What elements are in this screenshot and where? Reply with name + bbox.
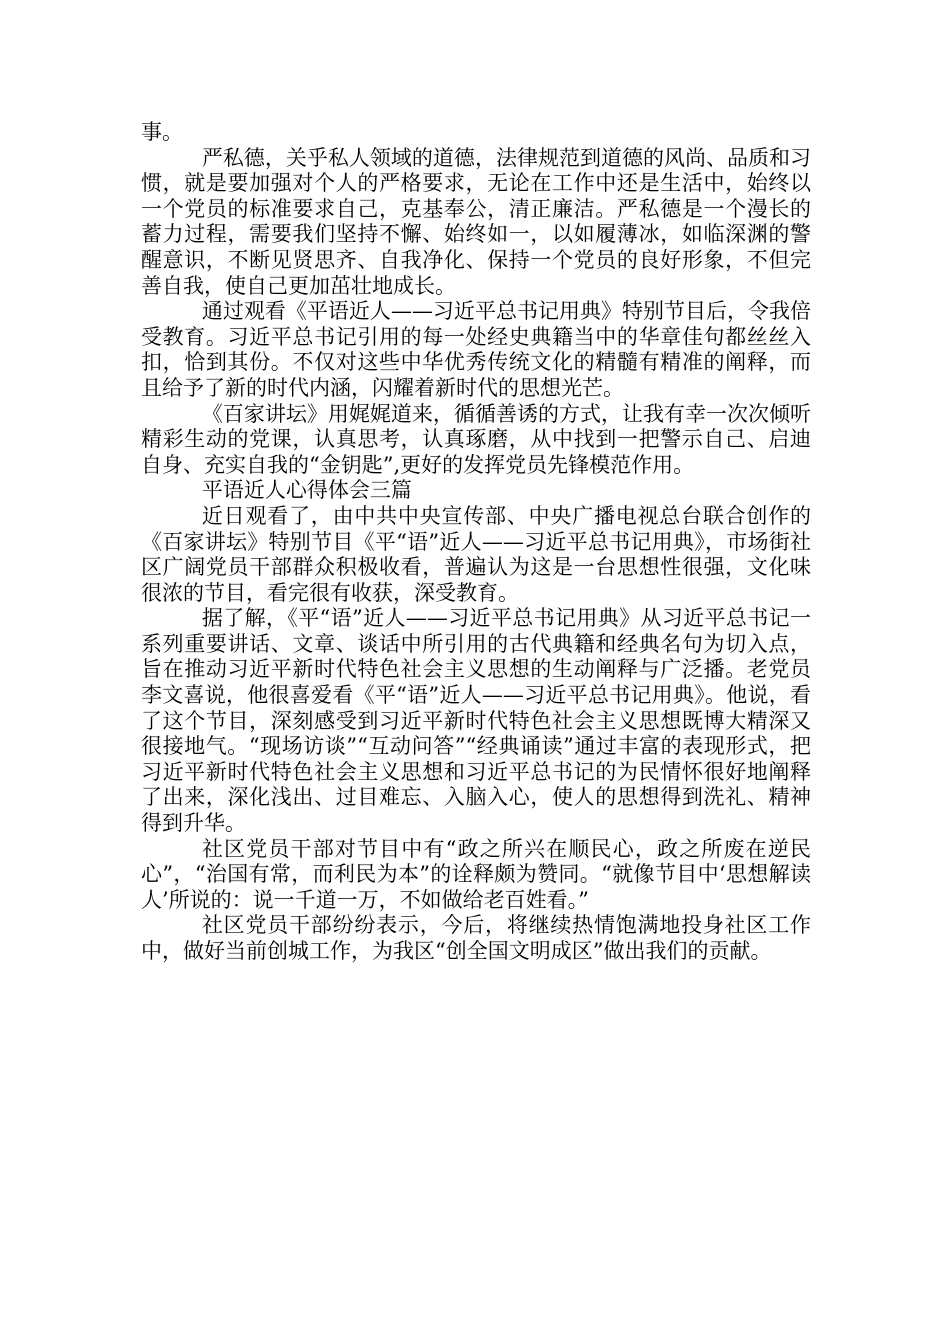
- paragraph-recently-watched: 近日观看了，由中共中央宣传部、中央广播电视总台联合创作的《百家讲坛》特别节目《平“语”近人——习近平总书记用典》，市场街社区广阔党员干部群众积极收看，普遍认为这是一台思想性很强，文化味很浓的节目，看完很有收获，深受教育。: [141, 503, 811, 605]
- section-heading: 平语近人心得体会三篇: [201, 478, 412, 503]
- paragraph-continuation: 事。: [141, 120, 183, 144]
- paragraph-watching-program: 通过观看《平语近人——习近平总书记用典》特别节目后，令我倍受教育。习近平总书记引用的每一处经史典籍当中的华章佳句都丝丝入扣，恰到其份。不仅对这些中华优秀传统文化的精髓有精准的阐释，而且给予了新的时代内涵，闪耀着新时代的思想光芒。: [141, 299, 811, 400]
- paragraph-strict-morality: 严私德，关乎私人领域的道德，法律规范到道德的风尚、品质和习惯，就是要加强对个人的严格要求，无论在工作中还是生活中，始终以一个党员的标准要求自己，克基奉公，清正廉洁。严私德是一个漫长的蓄力过程，需要我们坚持不懈、始终如一，以如履薄冰，如临深渊的警醒意识，不断见贤思齐、自我净化、保持一个党员的良好形象，不但完善自我，使自己更加茁壮地成长。: [141, 145, 811, 298]
- paragraph-conclusion: 社区党员干部纷纷表示，今后，将继续热情饱满地投身社区工作中，做好当前创城工作，为我区“创全国文明成区”做出我们的贡献。: [141, 913, 811, 963]
- paragraph-community-cadres: 社区党员干部对节目中有“政之所兴在顺民心，政之所废在逆民心”，“治国有常，而利民为本”的诠释颇为赞同。“就像节目中‘思想解读人’所说的：说一千道一万，不如做给老百姓看。”: [141, 836, 811, 912]
- paragraph-lecture-room: 《百家讲坛》用娓娓道来，循循善诱的方式，让我有幸一次次倾听精彩生动的党课，认真思考，认真琢磨，从中找到一把警示自己、启迪自身、充实自我的“金钥匙”,更好的发挥党员先锋模范作用。: [141, 401, 811, 477]
- document-body: [141, 120, 811, 965]
- paragraph-according-to: 据了解，《平“语”近人——习近平总书记用典》从习近平总书记一系列重要讲话、文章、谈话中所引用的古代典籍和经典名句为切入点，旨在推动习近平新时代特色社会主义思想的生动阐释与广泛播。老党员李文喜说，他很喜爱看《平“语”近人——习近平总书记用典》。他说，看了这个节目，深刻感受到习近平新时代特色社会主义思想既博大精深又很接地气。“现场访谈”“互动问答”“经典诵读”通过丰富的表现形式，把习近平新时代特色社会主义思想和习近平总书记的为民情怀很好地阐释了出来，深化浅出、过目难忘、入脑入心，使人的思想得到洗礼、精神得到升华。: [141, 606, 811, 836]
